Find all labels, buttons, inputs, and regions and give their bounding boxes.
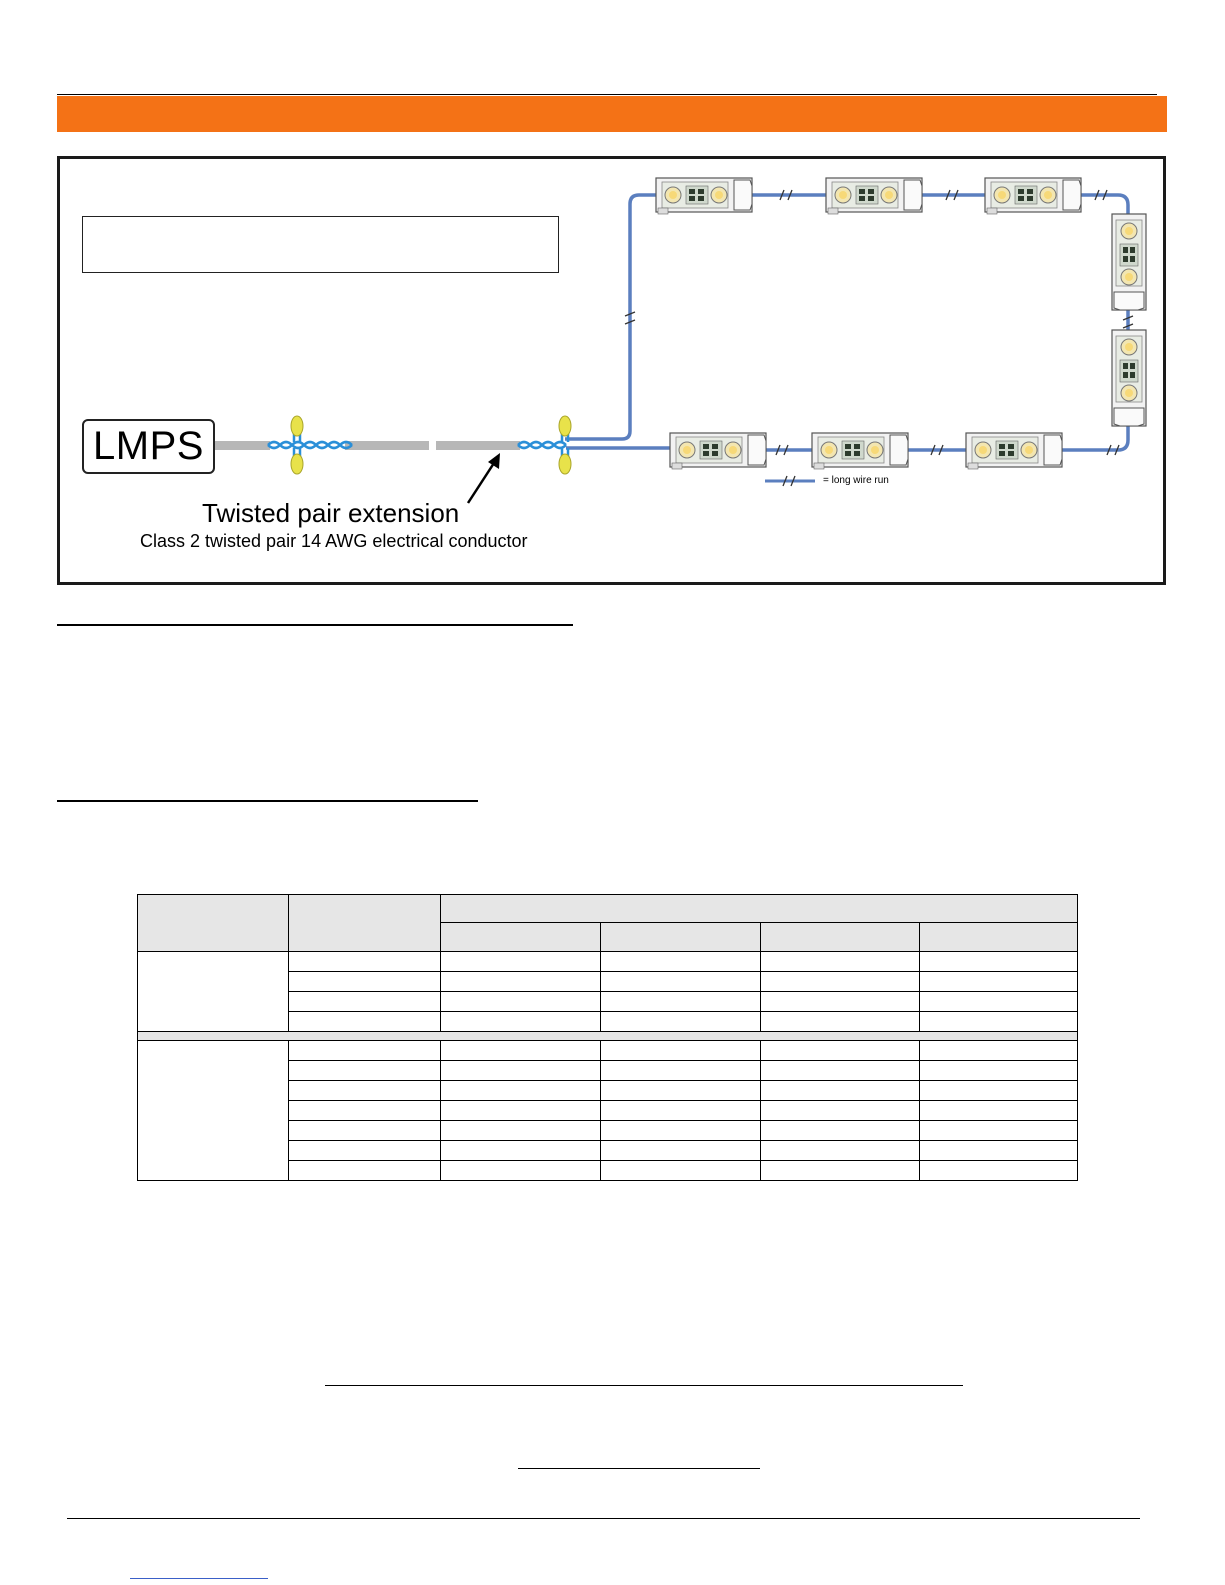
table-header-cell [289, 895, 441, 952]
lmps-power-supply-label: LMPS [82, 419, 215, 474]
conductor-spec-label: Class 2 twisted pair 14 AWG electrical conductor [140, 531, 528, 551]
section-heading-underline-1 [57, 624, 573, 626]
table-subheader-cell [601, 923, 761, 952]
table-subheader-cell [920, 923, 1078, 952]
table-header-group-cell [441, 895, 1078, 923]
footer-rule [67, 1518, 1140, 1519]
table-row [138, 1041, 1078, 1061]
specification-table [137, 894, 1078, 1181]
footer-link-underline[interactable] [130, 1578, 268, 1579]
table-subheader-cell [441, 923, 601, 952]
table-subheader-cell [761, 923, 920, 952]
note-underline-1 [325, 1385, 963, 1386]
diagram-callout-box [82, 216, 559, 273]
note-underline-2 [518, 1468, 760, 1469]
table-row [138, 952, 1078, 972]
table-group-cell [138, 1041, 289, 1181]
table-header-cell [138, 895, 289, 952]
wiring-diagram-graphics [0, 0, 1225, 600]
table-separator-row [138, 1032, 1078, 1041]
section-heading-underline-2 [57, 800, 478, 802]
table-group-cell [138, 952, 289, 1032]
twisted-pair-extension-label: Twisted pair extension [202, 498, 460, 528]
long-wire-run-legend: = long wire run [823, 475, 889, 486]
